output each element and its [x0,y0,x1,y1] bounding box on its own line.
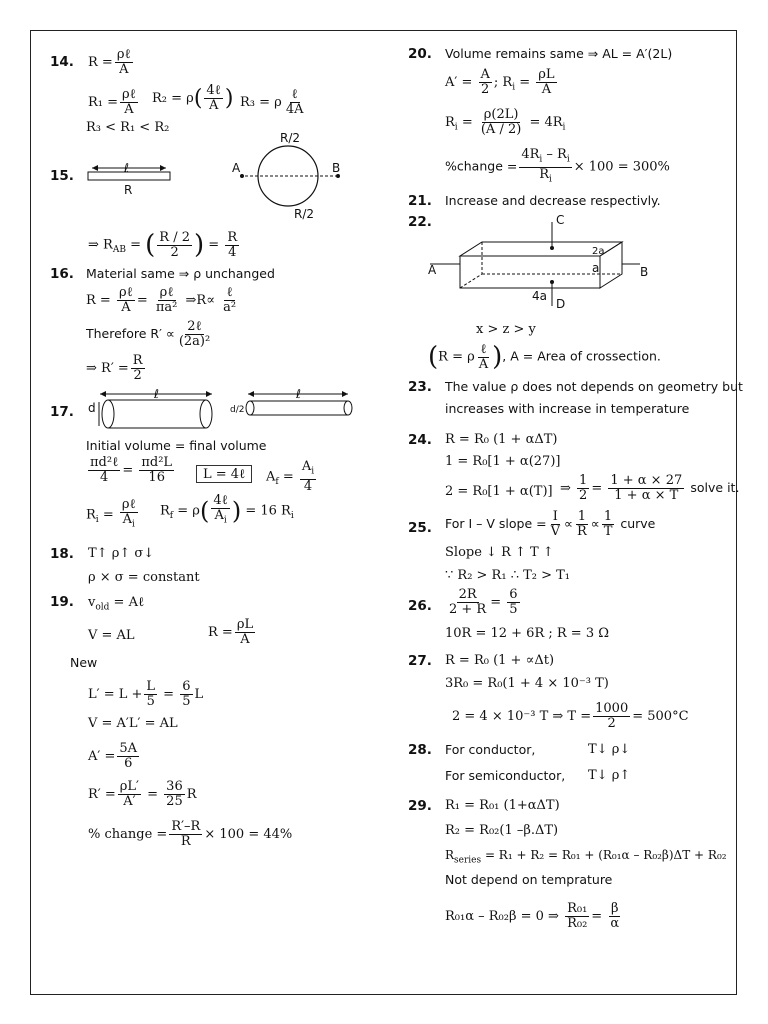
q28-number: 28. [408,742,432,758]
q19-v: V = AL [88,628,135,643]
q15-Rtop: R/2 [280,131,301,145]
q20-eq1: A′ = $\frac{A}{2}$ ; $R_i$ = $\frac{\rho L}{A}$ [445,67,555,97]
q22-area: (R = ρ ℓ A ), A = Area of crossection. [428,341,661,372]
q20-number: 20. [408,46,432,62]
q29-line3: $R_{series} = R_1 + R_2 = R_{01} + (R_{01}\alpha - R_{02}\beta)\Delta T + R_{02}$ [445,848,727,866]
q19-r: R = $\frac{\rho L}{A}$ [208,617,254,647]
q27-line3: 2 = 4 × 10⁻³ T ⇒ T = $\frac{1000}{2}$ = 500°C [452,701,689,731]
q15-Rbot: R/2 [294,207,315,221]
q18-line2: ρ × σ = constant [88,570,200,585]
q25-line2: Slope ↓ R ↑ T ↑ [445,545,554,560]
q28-c2: For semiconductor, [445,768,566,783]
q21-text: Increase and decrease respectivly. [445,193,661,208]
q17-ri: $R_i$ = ρℓ $A_i$ [86,497,136,530]
q27-line1: R = R₀ (1 + ∝Δt) [445,653,555,668]
q14-eq1: R = ρℓ A [88,47,131,77]
q17-line1: Initial volume = final volume [86,438,267,453]
q29-line2: R₂ = R₀₂(1 –β.ΔT) [445,823,559,838]
q16-result: ⇒ R′ = $\frac{R}{2}$ [86,353,143,383]
q19-pc: % change = $\frac{R'-R}{R}$ × 100 = 44% [88,819,293,849]
q22-number: 22. [408,214,432,230]
q15-number: 15. [50,168,74,184]
q15-B: B [332,161,341,175]
q20-line1: Volume remains same ⇒ AL = A′(2L) [445,46,673,61]
q20-pc: %change = $\frac{4R_i - R_i}{R_i}$ × 100 = 300% [445,147,670,185]
q17-eq1: πd²ℓ 4 = $\frac{\text{πd²L}}{16}$ [90,455,173,485]
q28-c2r: T↓ ρ↑ [588,768,631,783]
q14-eq3: R₂ = ρ( 4ℓ A ) [152,83,234,113]
q16-line1: Material same ⇒ ρ unchanged [86,266,275,281]
svg-text:ℓ: ℓ [296,387,301,401]
q14-eq4: R₃ = ρ ℓ 4A [240,87,304,117]
q21-number: 21. [408,193,432,209]
q23-line1: The value ρ does not depends on geometry but [445,379,743,394]
q23-number: 23. [408,379,432,395]
q17-box: L = 4ℓ [196,465,252,483]
svg-text:ℓ: ℓ [154,387,159,401]
svg-text:B: B [640,265,649,279]
q16-line2: Therefore R′ ∝ 2ℓ (2a)² [86,319,211,349]
q26-eq: $\frac{2R}{2 + R}$ = $\frac{6}{5}$ [449,587,518,617]
q25-line3: ∵ R₂ > R₁ ∴ T₂ > T₁ [445,568,571,583]
q24-number: 24. [408,432,432,448]
q14-eq2: R₁ = ρℓ A [88,87,136,117]
q27-number: 27. [408,653,432,669]
q25-line1: For I – V slope = $\frac{I}{V}$ ∝ $\frac{1}{R}$ ∝ $\frac{1}{T}$ curve [445,509,656,539]
q19-number: 19. [50,594,74,610]
q19-r1: R′ = $\frac{\rho L'}{A'}$ = $\frac{36}{25}$ R [88,779,197,809]
svg-text:C: C [556,213,565,227]
q15-result: ⇒ $R_{AB}$ = ( $\frac{R / 2}{2}$ ) = $\frac{R}{4}$ [88,229,238,260]
q15-A: A [232,161,241,175]
q29-line5: R₀₁α – R₀₂β = 0 ⇒ $\frac{\text{R₀₁}}{\text{R₀₂}}$ = $\frac{\beta}{\alpha}$ [445,901,620,931]
svg-text:2a: 2a [592,246,605,257]
q28-c1: For conductor, [445,742,536,757]
q29-number: 29. [408,798,432,814]
q24-line1: R = R₀ (1 + αΔT) [445,432,558,447]
q15-l: ℓ [124,161,129,175]
q16-number: 16. [50,266,74,282]
q20-eq2: $R_i$ = $\frac{\rho(2L)}{(A / 2)}$ = $4R_i$ [445,107,566,137]
q19-l1: L′ = L + $\frac{L}{5}$ = $\frac{6}{5}$ L [88,679,204,709]
q28-c1r: T↓ ρ↓ [588,742,631,757]
q24-line3: 2 = R₀[1 + α(T)] [445,484,553,499]
q19-new: New [70,655,98,670]
svg-text:D: D [556,297,566,311]
q14-number: 14. [50,54,74,70]
svg-text:4a: 4a [532,289,547,303]
q14-order: R₃ < R₁ < R₂ [86,120,170,135]
q19-v2: V = A′L′ = AL [88,716,178,731]
svg-text:d/2: d/2 [230,405,245,415]
q24-solve: ⇒ $\frac{1}{2}$ = $\frac{1 + \alpha \times 27}{1 + \alpha \times T}$ solve it. [560,473,740,503]
q17-rf: $R_f = \rho$( 4ℓ $A_i$ ) = 16 $R_i$ [160,493,294,526]
q15-R: R [124,183,133,197]
q18-number: 18. [50,546,74,562]
svg-text:d: d [88,401,96,415]
q29-line4: Not depend on temprature [445,872,613,887]
q25-number: 25. [408,520,432,536]
q19-a1: A′ = $\frac{5A}{6}$ [88,741,138,771]
svg-text:a: a [592,261,600,275]
q22-diagram [0,0,768,320]
q26-number: 26. [408,598,432,614]
q18-line1: T↑ ρ↑ σ↓ [88,546,155,561]
q19-line1: $v_{old}$ = Aℓ [88,595,145,613]
q26-line2: 10R = 12 + 6R ; R = 3 Ω [445,626,610,641]
q23-line2: increases with increase in temperature [445,401,690,416]
q16-eq: R = ρℓ A = ρℓ πa² ⇒R∝ ℓ a² [86,285,237,315]
q17-number: 17. [50,404,74,420]
q17-af: $A_f$ = $\frac{A_i}{4}$ [266,459,315,494]
q29-line1: R₁ = R₀₁ (1+αΔT) [445,798,560,813]
svg-text:A: A [428,263,437,277]
q24-line2: 1 = R₀[1 + α(27)] [445,454,561,469]
q27-line2: 3R₀ = R₀(1 + 4 × 10⁻³ T) [445,676,609,691]
q22-order: x > z > y [476,322,536,337]
